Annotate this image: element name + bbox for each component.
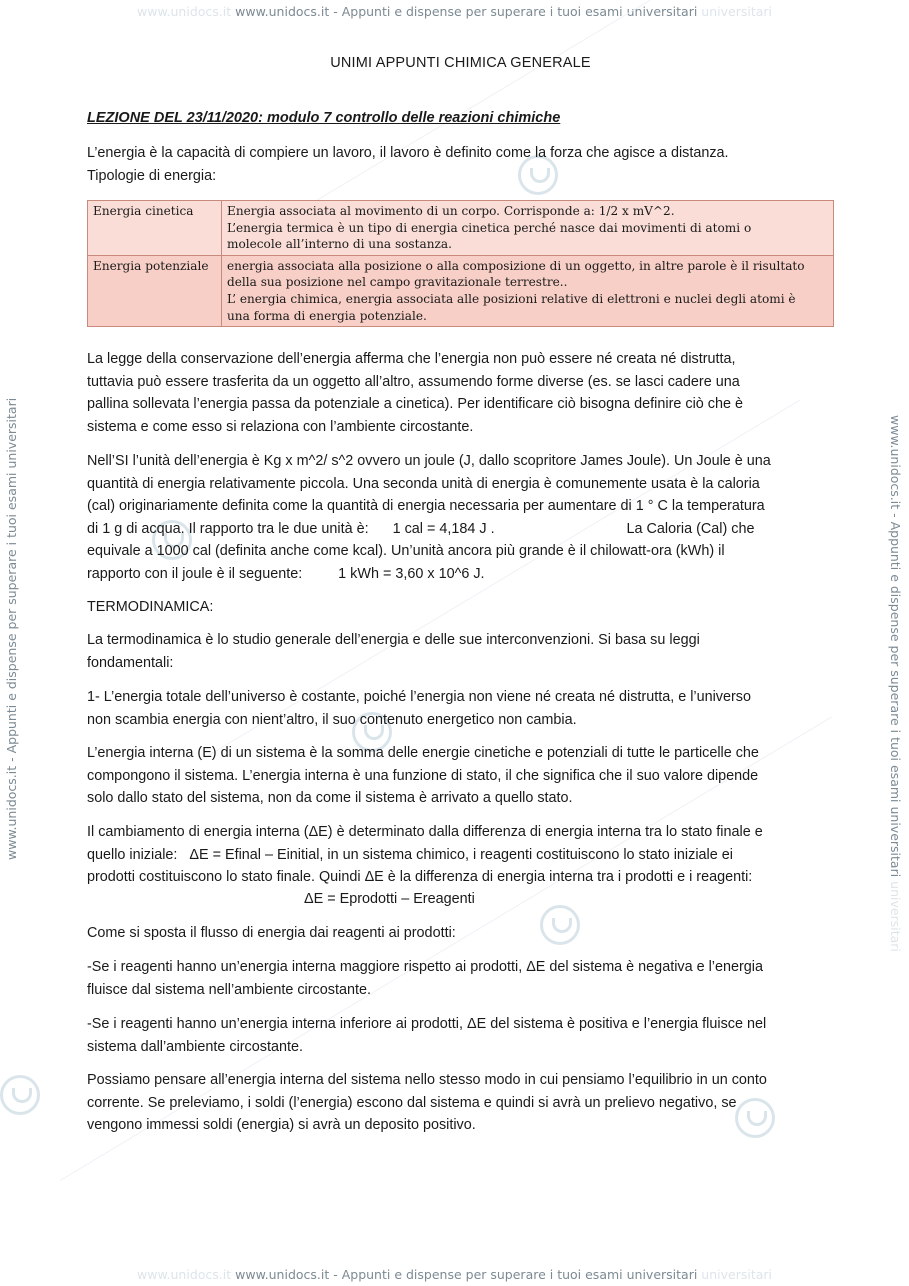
watermark-left [4,398,19,860]
text-line: La legge della conservazione dell’energia afferma che l’energia non può essere né creata né distrutta, [87,351,736,367]
text-line: tuttavia può essere trasferita da un oggetto all’altro, assumendo forme diverse (es. se lasci cadere una [87,373,740,390]
table-cell-key: Energia cinetica [88,201,222,256]
text-line: fluisce dal sistema nell’ambiente circostante. [87,981,371,998]
text-line: -Se i reagenti hanno un’energia interna inferiore ai prodotti, ΔE del sistema è positiva e l’energia fluisce nel [87,1016,767,1032]
positive-delta-paragraph [87,1013,834,1058]
text-line: energia associata alla posizione o alla composizione di un oggetto, in altre parole è il risultato [227,258,805,273]
text-line: non scambia energia con nient’altro, il suo contenuto energetico non cambia. [87,711,577,728]
text-line: corrente. Se preleviamo, i soldi (l’energia) escono dal sistema e quindi si avrà un prelievo negativo, se [87,1094,737,1111]
delta-e-paragraph [87,821,834,889]
thermodynamics-heading: TERMODINAMICA: [87,599,214,615]
text-line: L’energia termica è un tipo di energia cinetica perché nasce dai movimenti di atomi o [227,220,752,235]
table-row [88,201,834,256]
text-line: vengono immessi soldi (energia) si avrà un deposito positivo. [87,1117,476,1133]
watermark-top-faint-left: www.unidocs.it [137,4,232,19]
lesson-heading: LEZIONE DEL 23/11/2020: modulo 7 controllo delle reazioni chimiche [87,110,561,126]
delta-e-formula: ΔE = Eprodotti – Ereagenti [304,891,475,907]
internal-energy-paragraph [87,742,834,810]
text-line: Nell’SI l’unità dell’energia è Kg x m^2/ s^2 ovvero un joule (J, dallo scopritore James Joule). Un Joule è una [87,453,771,469]
text-line: compongono il sistema. L’energia interna è una funzione di stato, il che significa che il suo valore dipende [87,767,759,784]
thermodynamics-paragraph [87,629,834,674]
unidocs-logo-icon [0,1075,40,1115]
conservation-paragraph [87,348,834,438]
watermark-top-faint-right: universitari [701,4,772,19]
energy-types-table [87,200,834,327]
bank-analogy-paragraph [87,1069,834,1137]
watermark-bottom [0,1267,909,1282]
negative-delta-paragraph [87,956,834,1001]
text-line: prodotti costituiscono lo stato finale. Quindi ΔE è la differenza di energia interna tra i prodotti e i reagenti: [87,869,753,885]
text-line: Il cambiamento di energia interna (ΔE) è determinato dalla differenza di energia interna tra lo stato finale e [87,824,763,840]
text-line: quello iniziale: ΔE = Efinal – Einitial, in un sistema chimico, i reagenti costituiscono lo stato iniziale ei [87,846,733,863]
text-line: molecole all’interno di una sostanza. [227,237,452,252]
watermark-bottom-faint-left: www.unidocs.it [137,1267,232,1282]
text-line: La termodinamica è lo studio generale dell’energia e delle sue interconvenzioni. Si basa su leggi [87,632,700,648]
table-row [88,255,834,326]
text-line: L’ energia chimica, energia associata alle posizioni relative di elettroni e nuclei degli atomi è [227,291,796,306]
text-line: una forma di energia potenziale. [227,308,427,323]
table-cell-value [222,255,834,326]
watermark-right [888,415,903,952]
watermark-bottom-text: www.unidocs.it - Appunti e dispense per superare i tuoi esami universitari [235,1267,698,1282]
text-line: quantità di energia relativamente piccola. Una seconda unità di energia è comunemente usata è la caloria [87,475,760,492]
watermark-bottom-faint-right: universitari [701,1267,772,1282]
text-line: Come si sposta il flusso di energia dai reagenti ai prodotti: [87,925,456,941]
table-cell-key: Energia potenziale [88,255,222,326]
text-line: (cal) originariamente definita come la quantità di energia necessaria per aumentare di 1 ° C la temperatura [87,498,765,514]
watermark-top [0,4,909,19]
text-line: Energia associata al movimento di un corpo. Corrisponde a: 1/2 x mV^2. [227,204,675,218]
text-line: -Se i reagenti hanno un’energia interna maggiore rispetto ai prodotti, ΔE del sistema è negativa e l’energia [87,959,763,975]
document-title: UNIMI APPUNTI CHIMICA GENERALE [330,55,591,71]
text-line: Possiamo pensare all’energia interna del sistema nello stesso modo in cui pensiamo l’equilibrio in un conto [87,1072,767,1088]
text-line: fondamentali: [87,654,174,671]
text-line: sistema dall’ambiente circostante. [87,1038,303,1055]
intro-paragraph [87,142,834,187]
text-line: sistema e come esso si relaziona con l’ambiente circostante. [87,418,474,435]
flow-paragraph [87,922,834,945]
text-line: 1- L’energia totale dell’universo è costante, poiché l’energia non viene né creata né distrutta, e l’universo [87,689,751,705]
text-line: L’energia è la capacità di compiere un lavoro, il lavoro è definito come la forza che agisce a distanza. [87,145,729,161]
watermark-top-text: www.unidocs.it - Appunti e dispense per superare i tuoi esami universitari [235,4,698,19]
text-line: equivale a 1000 cal (definita anche come kcal). Un’unità ancora più grande è il chilowatt-ora (kWh) il [87,543,725,559]
units-paragraph [87,450,834,585]
text-line: pallina sollevata l’energia passa da potenziale a cinetica). Per identificare ciò bisogna definire ciò che è [87,396,743,412]
first-law-paragraph [87,686,834,731]
table-cell-value [222,201,834,256]
text-line: della sua posizione nel campo gravitazionale terrestre.. [227,275,568,290]
text-line: rapporto con il joule è il seguente: 1 kWh = 3,60 x 10^6 J. [87,565,485,582]
text-line: di 1 g di acqua. Il rapporto tra le due unità è: 1 cal = 4,184 J . La Caloria (Cal) che [87,520,755,537]
watermark-right-faint: universitari [888,881,903,952]
text-line: solo dallo stato del sistema, non da come il sistema è arrivato a quello stato. [87,790,573,806]
text-line: Tipologie di energia: [87,167,217,184]
text-line: L’energia interna (E) di un sistema è la somma delle energie cinetiche e potenziali di tutte le particelle che [87,745,759,761]
watermark-right-text: www.unidocs.it - Appunti e dispense per superare i tuoi esami universitari [888,415,903,878]
watermark-left-text: www.unidocs.it - Appunti e dispense per superare i tuoi esami universitari [4,397,19,860]
